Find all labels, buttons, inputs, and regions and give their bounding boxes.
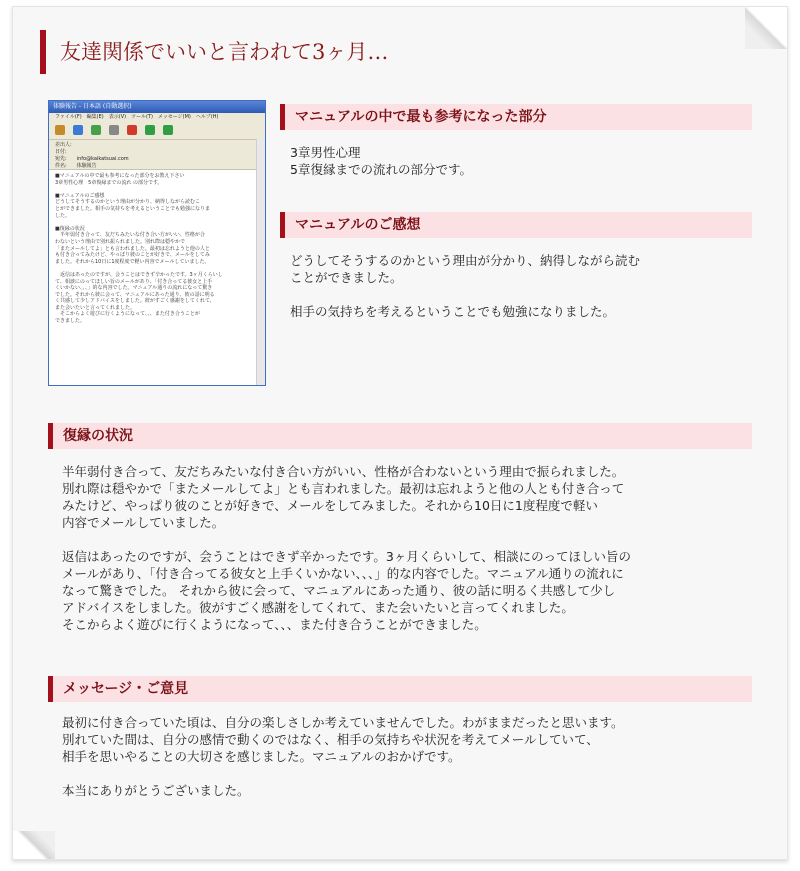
screenshot-body-line: また会いたいと言ってくれました。 xyxy=(55,304,136,311)
text-line: ことができました。 xyxy=(290,270,403,285)
screenshot-titlebar: 体験報告 - 日本語 (自動選択) xyxy=(49,101,265,113)
screenshot-body-line xyxy=(55,186,253,193)
screenshot-body xyxy=(49,170,265,325)
screenshot-scrollbar xyxy=(256,139,265,385)
text-line: 半年弱付き合って、友だちみたいな付き合い方がいい、性格が合わないという理由で振られました。 xyxy=(62,464,625,479)
screenshot-body-line: くいかない、、、」的な内容でした。マニュアル通りの流れになって驚き xyxy=(55,285,213,292)
text-line: 3章男性心理 xyxy=(290,145,361,160)
screenshot-body-line: く共感して少しアドバイスをしました。彼がすごく感謝をしてくれて、 xyxy=(55,298,215,305)
text-line: そこからよく遊びに行くようになって、、、また付き合うことができました。 xyxy=(62,617,487,632)
screenshot-body-line: でした。それから彼に会って、マニュアルにあった通り、彼の話に明る xyxy=(55,291,215,298)
reply-all-icon xyxy=(73,125,83,135)
screenshot-body-line: 3章男性心理 5章復縁までの流れ の部分です。 xyxy=(55,179,163,186)
delete-icon xyxy=(127,125,137,135)
screenshot-body-line: て、相談にのってほしい旨のメールがあり、「付き合ってる彼女と上手 xyxy=(55,278,213,285)
screenshot-body-line: できました。 xyxy=(55,318,86,325)
text-line xyxy=(62,765,624,782)
text-line xyxy=(290,286,640,303)
print-icon xyxy=(109,125,119,135)
text-line: アドバイスをしました。彼がすごく感謝をしてくれて、また会いたいと言ってくれました。 xyxy=(62,600,574,615)
screenshot-body-line: ■復縁の状況 xyxy=(55,225,85,232)
screenshot-header-line: 日付: xyxy=(55,149,67,155)
section-text-message xyxy=(62,714,624,799)
screenshot-body-line: わないという理由で別れ振られました。別れ際は穏やかで xyxy=(55,238,186,245)
text-line: 本当にありがとうございました。 xyxy=(62,783,250,798)
screenshot-menu: ファイル(F) 編集(E) 表示(V) ツール(T) メッセージ(M) ヘルプ(H) xyxy=(49,113,265,121)
screenshot-header-line: 差出人: xyxy=(55,142,72,148)
screenshot-body-line: ■マニュアルのご感想 xyxy=(55,192,105,199)
text-line: なって驚きでした。 それから彼に会って、マニュアルにあった通り、彼の話に明るく共感して少し xyxy=(62,583,616,598)
section-text-situation xyxy=(62,463,631,633)
text-line: 相手を思いやることの大切さを感じました。マニュアルのおかげです。 xyxy=(62,749,461,764)
previous-icon xyxy=(145,125,155,135)
screenshot-body-line xyxy=(55,265,253,272)
forward-icon xyxy=(91,125,101,135)
screenshot-body-line xyxy=(55,219,253,226)
text-line: 最初に付き合っていた頃は、自分の楽しさしか考えていませんでした。わがままだったと思います。 xyxy=(62,715,624,730)
reply-icon xyxy=(55,125,65,135)
screenshot-body-line: 半年弱付き合って、友だちみたいな付き合い方がいい、性格が合 xyxy=(55,232,205,239)
screenshot-body-line: も付き合ってみたけど、やっぱり彼のことが好きで、メールをしてみ xyxy=(55,252,210,259)
section-heading-impression: マニュアルのご感想 xyxy=(280,212,752,238)
text-line: 別れていた間は、自分の感情で動くのではなく、相手の気持ちや状況を考えてメールしていて、 xyxy=(62,732,599,747)
text-line: メールがあり、「付き合ってる彼女と上手くいかない、、、」的な内容でした。マニュアル通りの流れに xyxy=(62,566,624,581)
section-text-impression xyxy=(290,252,640,320)
screenshot-body-line: した。 xyxy=(55,212,71,219)
section-heading-message: メッセージ・ご意見 xyxy=(48,676,752,702)
screenshot-header-line: 宛先: info@kaikatsuai.com xyxy=(55,156,129,162)
page-curl-top-right xyxy=(745,7,787,49)
text-line xyxy=(62,531,631,548)
screenshot-body-line: 「またメールしてよ」とも言われました。最初は忘れようと他の人と xyxy=(55,245,210,252)
page-title: 友達関係でいいと言われて3ヶ月… xyxy=(40,30,388,74)
next-icon xyxy=(163,125,173,135)
text-line: 5章復縁までの流れの部分です。 xyxy=(290,162,472,177)
screenshot-body-line: とができました。相手の気持ちを考えるということでも勉強になりま xyxy=(55,205,211,212)
screenshot-body-line: そこからよく遊びに行くようになって、、、また付き合うことが xyxy=(55,311,200,318)
screenshot-header-line: 件名: 体験報告 xyxy=(55,163,97,169)
section-text-most-useful xyxy=(290,144,472,178)
screenshot-body-line: どうしてそうするのかという理由が分かり、納得しながら読むこ xyxy=(55,199,201,206)
section-heading-situation: 復縁の状況 xyxy=(48,423,752,449)
email-screenshot xyxy=(48,100,266,386)
section-heading-most-useful: マニュアルの中で最も参考になった部分 xyxy=(280,104,752,130)
text-line: 別れ際は穏やかで「またメールしてよ」とも言われました。最初は忘れようと他の人とも付き合って xyxy=(62,481,625,496)
screenshot-body-line: 返信はあったのですが、会うことはできず辛かったです。3ヶ月くらいし xyxy=(55,271,223,278)
screenshot-body-line: ■マニュアルの中で最も参考になった部分をお教え下さい xyxy=(55,173,185,179)
text-line: どうしてそうするのかという理由が分かり、納得しながら読む xyxy=(290,253,641,268)
page-curl-bottom-left xyxy=(13,831,55,859)
text-line: みたけど、やっぱり彼のことが好きで、メールをしてみました。それから10日に1度程度で軽い xyxy=(62,498,598,513)
text-line: 返信はあったのですが、会うことはできず辛かったです。3ヶ月くらいして、相談にのってほしい旨の xyxy=(62,549,631,564)
screenshot-toolbar xyxy=(49,121,265,140)
text-line: 相手の気持ちを考えるということでも勉強になりました。 xyxy=(290,304,616,319)
text-line: 内容でメールしていました。 xyxy=(62,515,225,530)
screenshot-header xyxy=(49,140,265,170)
screenshot-body-line: ました。それから10日に1度程度で軽い内容でメールしていました。 xyxy=(55,258,210,265)
